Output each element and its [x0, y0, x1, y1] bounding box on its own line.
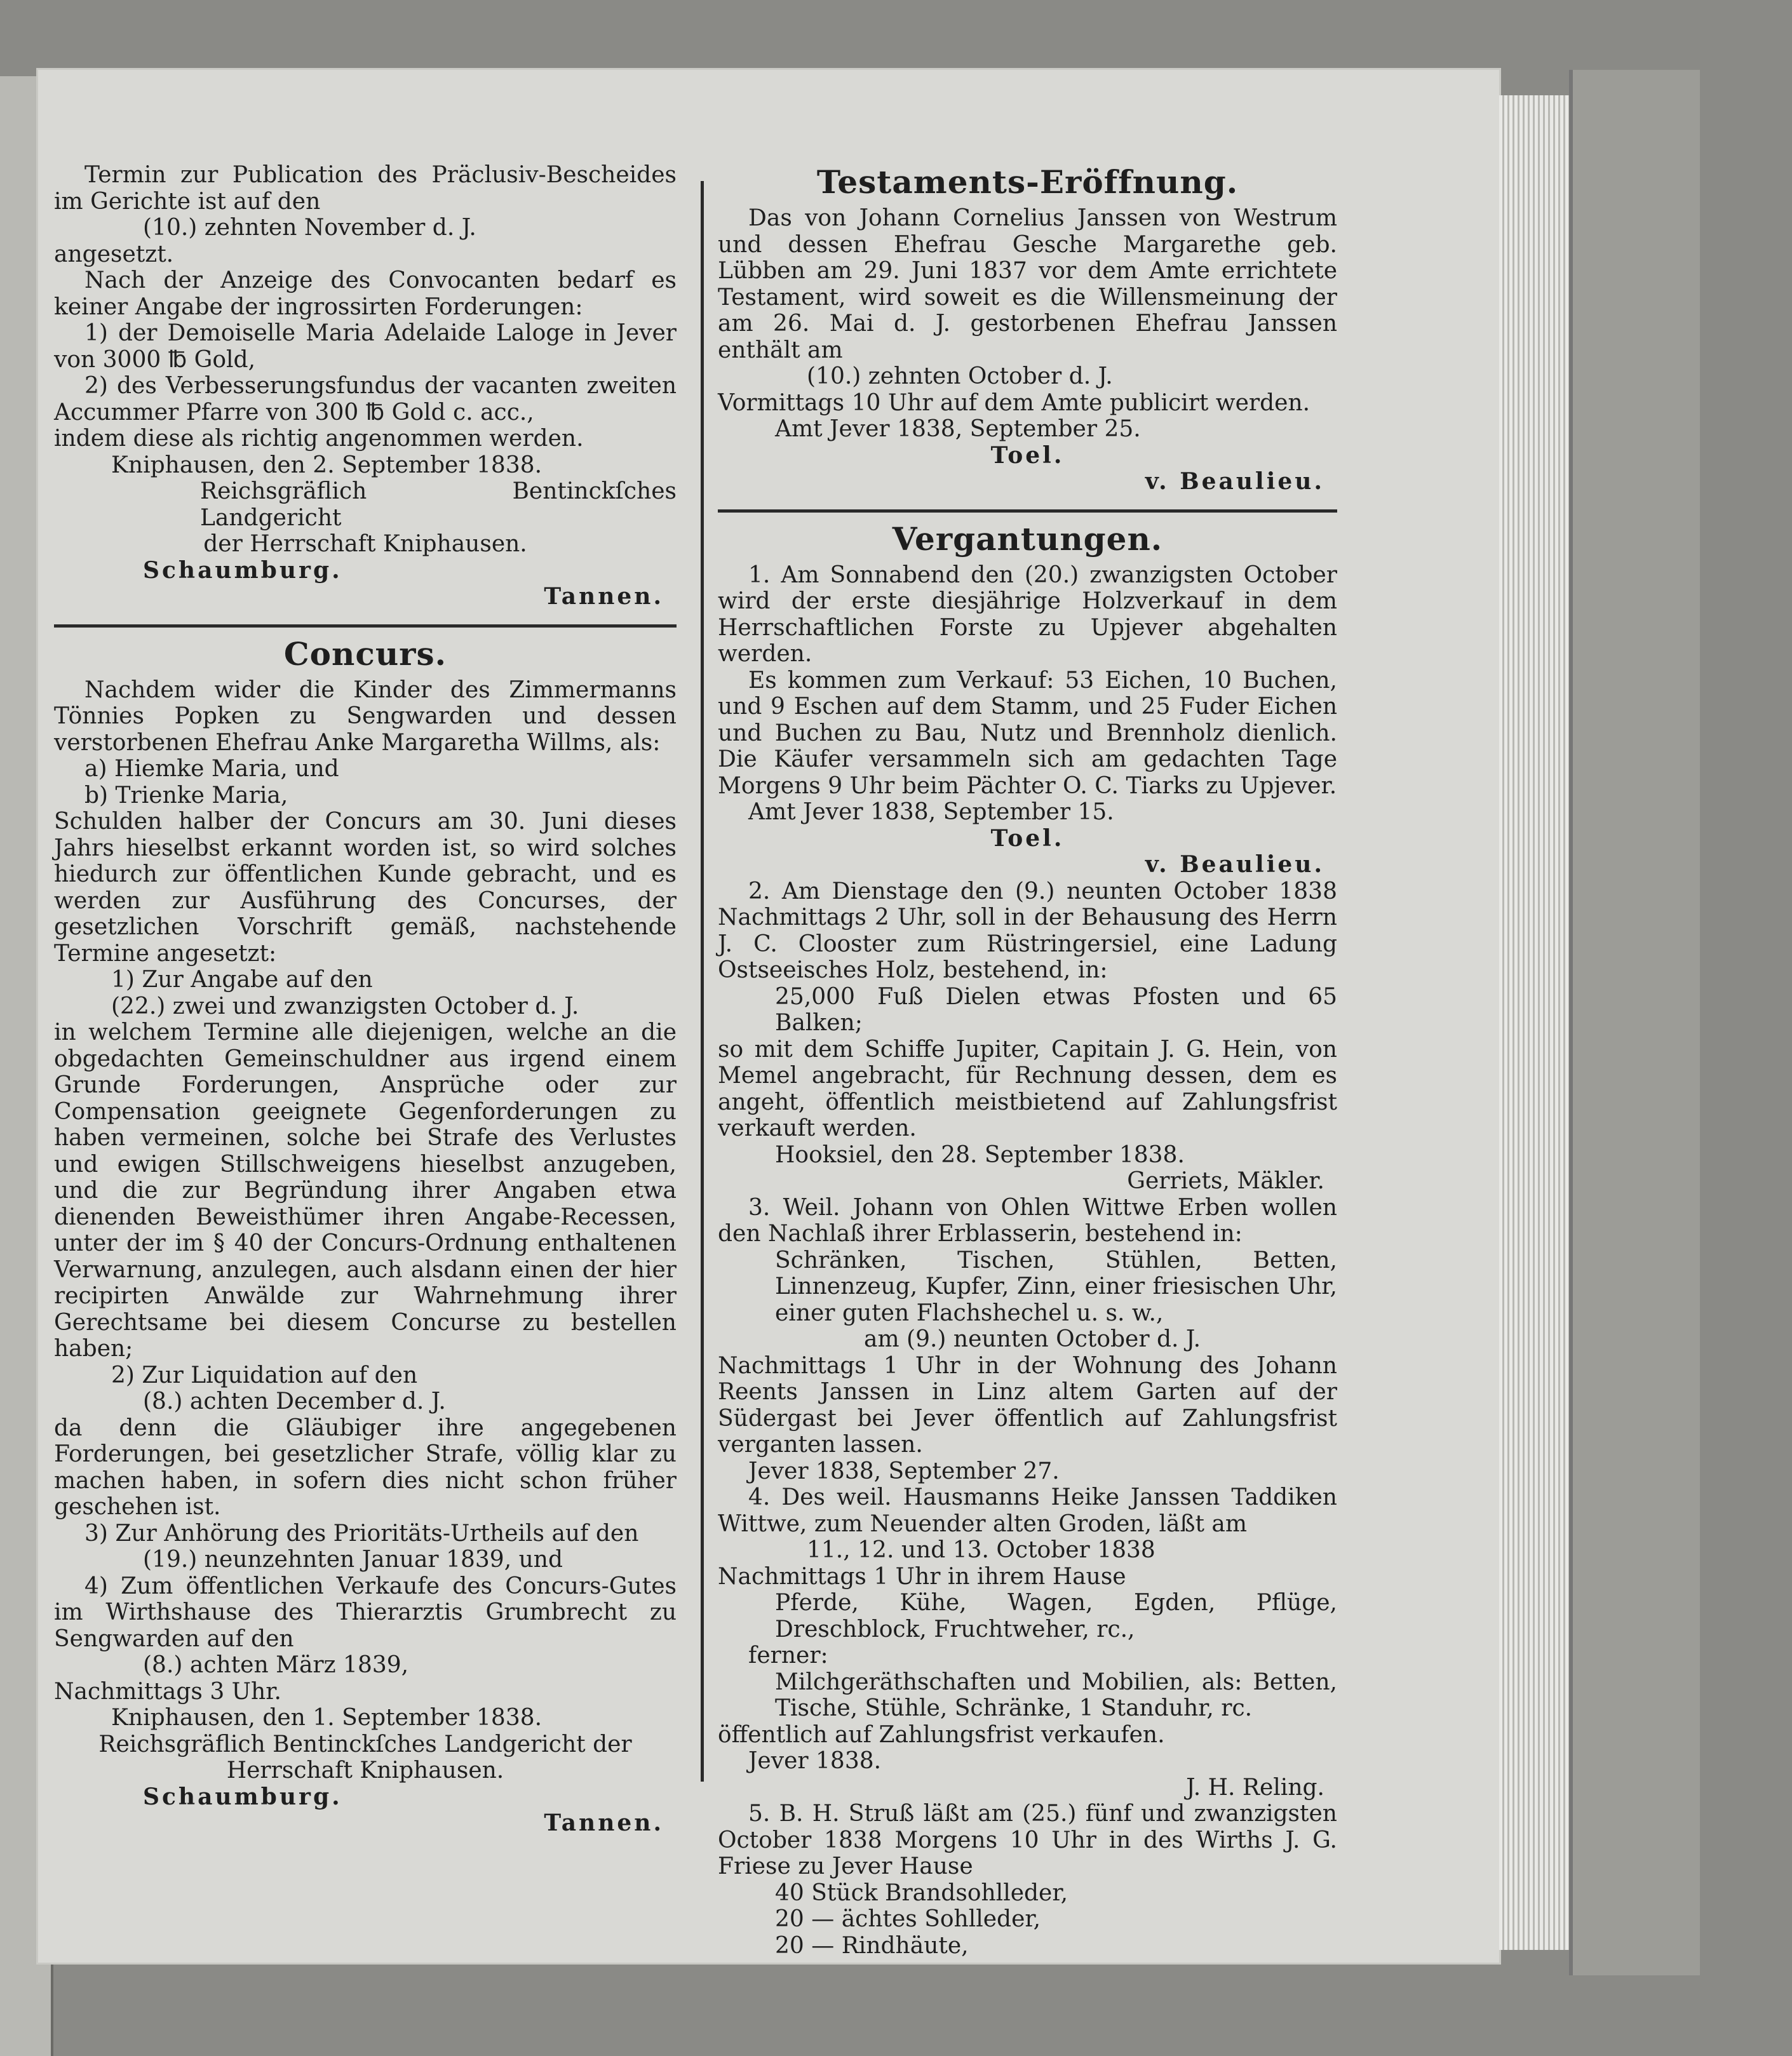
text-line: 2. Am Dienstage den (9.) neunten October 1838 Nachmittags 2 Uhr, soll in der Behausung des Herrn J. C. Clooster zum Rüstringersiel, eine Ladung Ostseeisches Holz, bestehend, in:	[718, 878, 1337, 983]
signature: Gerriets, Mäkler.	[1127, 1168, 1324, 1194]
text-line: Nachdem wider die Kinder des Zimmermanns Tönnies Popken zu Sengwarden und dessen verstorbenen Ehefrau Anke Margaretha Willms, als:	[54, 676, 677, 756]
list-item: b) Trienke Maria,	[84, 782, 288, 809]
term-heading: 4) Zum öffentlichen Verkaufe des Concurs-Gutes im Wirthshause des Thierarztis Grumbrecht zu Sengwarden auf den	[54, 1573, 677, 1652]
place-date: Kniphausen, den 2. September 1838.	[111, 452, 542, 478]
right-column	[718, 162, 1337, 1959]
list-item: 20 — Rindhäute,	[775, 1932, 969, 1959]
term-heading: 2) Zur Liquidation auf den	[111, 1362, 418, 1388]
signature: Tannen.	[544, 1810, 664, 1836]
signature: J. H. Reling.	[1186, 1774, 1324, 1801]
left-column	[54, 162, 677, 1837]
list-item: Pferde, Kühe, Wagen, Egden, Pflüge, Dreschblock, Fruchtweher, rc.,	[775, 1590, 1337, 1643]
text-line: 4. Des weil. Hausmanns Heike Janssen Taddiken Wittwe, zum Neuender alten Groden, läßt am	[718, 1484, 1337, 1537]
list-item: 2) des Verbesserungsfundus der vacanten zweiten Accummer Pfarre von 300 ℔ Gold c. acc.,	[54, 373, 677, 426]
place-date: Kniphausen, den 1. September 1838.	[111, 1705, 542, 1731]
signature: Toel.	[990, 441, 1065, 469]
place-date: Jever 1838, September 27.	[748, 1458, 1060, 1484]
text-line: 1. Am Sonnabend den (20.) zwanzigsten October wird der erste diesjährige Holzverkauf in dem Herrschaftlichen Forste zu Upjever abgehalten werden.	[718, 561, 1337, 667]
court-name: Reichsgräflich Bentinckſches Landgericht der Herrschaft Kniphausen.	[98, 1731, 632, 1784]
section-heading: Testaments-Eröffnung.	[816, 163, 1239, 201]
text-line: Es kommen zum Verkauf: 53 Eichen, 10 Buchen, und 9 Eschen auf dem Stamm, und 25 Fuder Eichen und Buchen zu Bau, Nutz und Brennholz dienlich. Die Käufer versammeln sich am gedachten Tage Morgens 9 Uhr beim Pächter O. C. Tiarks zu Upjever.	[718, 667, 1337, 799]
text-line: Nach der Anzeige des Convocanten bedarf es keiner Angabe der ingrossirten Forderungen:	[54, 267, 677, 320]
term-heading: 3) Zur Anhörung des Prioritäts-Urtheils auf den	[84, 1520, 639, 1547]
column-divider	[701, 181, 704, 1782]
term-date: 11., 12. und 13. October 1838	[807, 1537, 1155, 1563]
term-heading: 1) Zur Angabe auf den	[111, 967, 373, 993]
list-item: 40 Stück Brandsohlleder,	[775, 1879, 1068, 1906]
list-item: 25,000 Fuß Dielen etwas Pfosten und 65 Balken;	[775, 983, 1337, 1036]
text-line: 5. B. H. Struß läßt am (25.) fünf und zwanzigsten October 1838 Morgens 10 Uhr in des Wirths J. G. Friese zu Jever Hause	[718, 1801, 1337, 1879]
text-line: da denn die Gläubiger ihre angegebenen Forderungen, bei gesetzlicher Strafe, völlig klar zu machen haben, in sofern dies nicht schon früher geschehen ist.	[54, 1414, 677, 1520]
section-heading: Vergantungen.	[892, 520, 1163, 558]
text-line: ferner:	[748, 1643, 828, 1669]
text-line: Schulden halber der Concurs am 30. Juni dieses Jahrs hieselbst erkannt worden ist, so wird solches hiedurch zur öffentlichen Kunde gebracht, und es werden zur Ausführung des Concurses, der gesetzlichen Vorschrift gemäß, nachstehende Termine angesetzt:	[54, 809, 677, 967]
section-divider	[54, 624, 677, 628]
text-line: (10.) zehnten November d. J.	[143, 215, 476, 241]
term-date: (8.) achten März 1839,	[143, 1652, 409, 1678]
signature: v. Beaulieu.	[1145, 468, 1324, 495]
text-line: so mit dem Schiffe Jupiter, Capitain J. G. Hein, von Memel angebracht, für Rechnung dessen, dem es angeht, öffentlich meistbietend auf Zahlungsfrist verkauft werden.	[718, 1036, 1337, 1141]
text-line: Nachmittags 1 Uhr in ihrem Hause	[718, 1563, 1126, 1590]
term-date: (10.) zehnten October d. J.	[807, 363, 1113, 389]
text-line: Das von Johann Cornelius Janssen von Westrum und dessen Ehefrau Gesche Margarethe geb. Lübben am 29. Juni 1837 vor dem Amte errichtete Testament, wird soweit es die Willensmeinung der am 26. Mai d. J. gestorbenen Ehefrau Janssen enthält am	[718, 205, 1337, 363]
section-divider	[718, 509, 1337, 513]
court-name: der Herrschaft Kniphausen.	[203, 531, 527, 557]
text-line: indem diese als richtig angenommen werden.	[54, 426, 584, 452]
signature: Tannen.	[544, 583, 664, 610]
text-line: Nachmittags 1 Uhr in der Wohnung des Johann Reents Janssen in Linz altem Garten auf der Südergast bei Jever öffentlich auf Zahlungsfrist verganten lassen.	[718, 1352, 1337, 1458]
list-item: 20 — ächtes Sohlleder,	[775, 1906, 1041, 1932]
place-date: Jever 1838.	[748, 1748, 882, 1774]
page-edges	[1499, 95, 1569, 1950]
term-date: (19.) neunzehnten Januar 1839, und	[143, 1547, 563, 1573]
text-line: öffentlich auf Zahlungsfrist verkaufen.	[718, 1721, 1165, 1748]
court-name: Reichsgräflich Bentinckſches Landgericht	[200, 478, 677, 531]
place-date: Hooksiel, den 28. September 1838.	[775, 1141, 1185, 1168]
text-line: Nachmittags 3 Uhr.	[54, 1678, 281, 1705]
list-item: Schränken, Tischen, Stühlen, Betten, Linnenzeug, Kupfer, Zinn, einer friesischen Uhr, einer guten Flachshechel u. s. w.,	[775, 1247, 1337, 1326]
list-item: 1) der Demoiselle Maria Adelaide Laloge in Jever von 3000 ℔ Gold,	[54, 320, 677, 373]
signature: v. Beaulieu.	[1145, 851, 1324, 878]
signature: Schaumburg.	[143, 556, 342, 584]
text-line: in welchem Termine alle diejenigen, welche an die obgedachten Gemeinschuldner aus irgend einem Grunde Forderungen, Ansprüche oder zur Compensation geeignete Gegenforderungen zu haben vermeinen, solche bei Strafe des Verlustes und ewigen Stillschweigens hieselbst anzugeben, und die zur Begründung ihrer Angaben etwa dienenden Beweisthümer ihren Angabe-Recessen, unter der im § 40 der Concurs-Ordnung enthaltenen Verwarnung, anzulegen, auch alsdann einen der hier recipirten Anwälde zur Wahrnehmung ihrer Gerechtsame bei diesem Concurse zu bestellen haben;	[54, 1019, 677, 1362]
term-date: (22.) zwei und zwanzigsten October d. J.	[111, 993, 579, 1019]
signature: Schaumburg.	[143, 1783, 342, 1810]
section-heading: Concurs.	[283, 635, 447, 673]
signature: Toel.	[990, 824, 1065, 852]
place-date: Amt Jever 1838, September 15.	[748, 799, 1114, 825]
book-cover	[1569, 70, 1700, 1975]
text-line: Termin zur Publication des Präclusiv-Bescheides im Gerichte ist auf den	[54, 162, 677, 215]
term-date: (8.) achten December d. J.	[143, 1388, 446, 1414]
term-date: am (9.) neunten October d. J.	[864, 1326, 1201, 1352]
text-line: angesetzt.	[54, 241, 174, 267]
list-item: a) Hiemke Maria, und	[84, 756, 339, 782]
list-item: Milchgeräthschaften und Mobilien, als: Betten, Tische, Stühle, Schränke, 1 Standuhr, rc.	[775, 1669, 1337, 1721]
text-line: 3. Weil. Johann von Ohlen Wittwe Erben wollen den Nachlaß ihrer Erblasserin, bestehend in:	[718, 1194, 1337, 1247]
place-date: Amt Jever 1838, September 25.	[775, 416, 1141, 442]
text-line: Vormittags 10 Uhr auf dem Amte publicirt werden.	[718, 389, 1310, 416]
